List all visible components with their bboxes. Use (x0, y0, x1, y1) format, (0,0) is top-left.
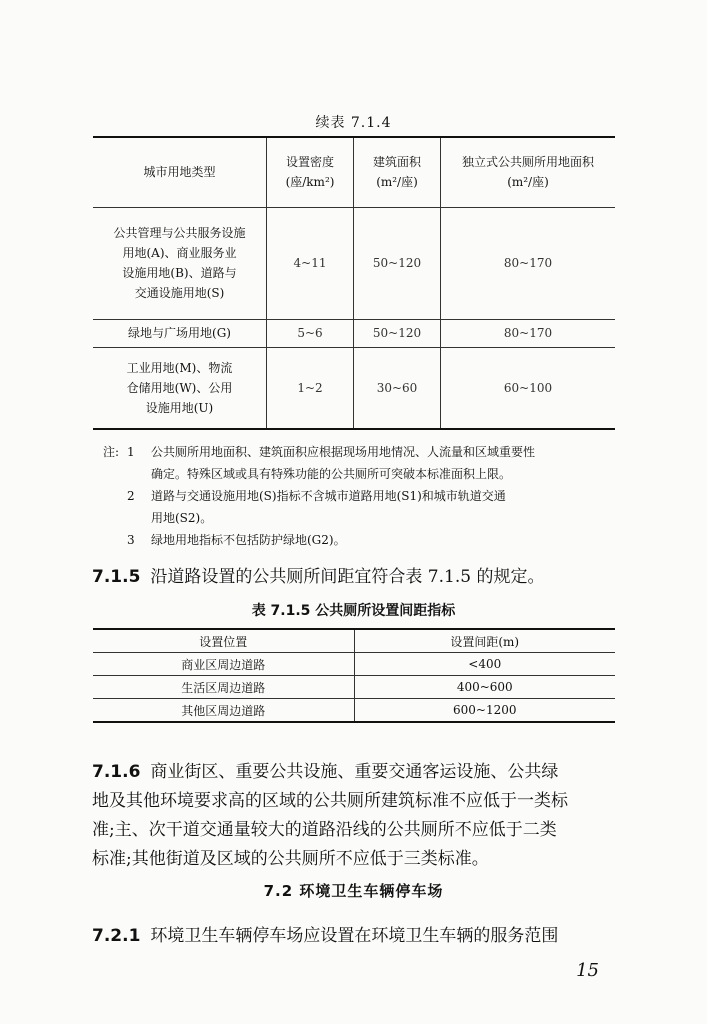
cell-location: 商业区周边道路 (93, 653, 354, 676)
table-row (93, 653, 615, 676)
table-header-row (93, 629, 615, 653)
table-row (93, 347, 615, 429)
table-7-1-4 (93, 136, 615, 430)
table-7-1-5-caption: 表 7.1.5 公共厕所设置间距指标 (251, 603, 456, 619)
notes-label: 注: (103, 445, 120, 459)
header-land-type: 城市用地类型 (93, 137, 267, 207)
note-item (103, 529, 618, 551)
clause-text: 环境卫生车辆停车场应设置在环境卫生车辆的服务范围 (150, 926, 559, 946)
table-header-row (93, 137, 615, 207)
cell-location: 生活区周边道路 (93, 676, 354, 699)
table-row (93, 207, 615, 319)
cell-land-type: 工业用地(M)、物流 仓储用地(W)、公用 设施用地(U) (93, 347, 267, 429)
note-number: 2 (127, 489, 135, 503)
clause-text: 沿道路设置的公共厕所间距宜符合表 7.1.5 的规定。 (150, 567, 545, 587)
clause-line: 标准;其他街道及区域的公共厕所不应低于三类标准。 (92, 849, 489, 869)
header-spacing: 设置间距(m) (354, 629, 615, 653)
section-heading-7-2: 7.2 环境卫生车辆停车场 (263, 882, 444, 900)
cell-spacing: <400 (354, 653, 615, 676)
note-item (103, 485, 618, 529)
clause-7-1-6 (92, 758, 617, 874)
note-number: 1 (127, 445, 135, 459)
cell-density: 1~2 (267, 347, 354, 429)
table-7-1-5 (93, 628, 615, 723)
table-row (93, 699, 615, 723)
cell-land-type: 公共管理与公共服务设施 用地(A)、商业服务业 设施用地(B)、道路与 交通设施用地(S) (93, 207, 267, 319)
clause-7-1-5 (92, 563, 617, 592)
cell-land-type: 绿地与广场用地(G) (93, 319, 267, 347)
cell-building-area: 50~120 (354, 207, 441, 319)
clause-number: 7.2.1 (92, 926, 141, 946)
cell-spacing: 600~1200 (354, 699, 615, 723)
clause-line: 准;主、次干道交通量较大的道路沿线的公共厕所不应低于二类 (92, 820, 557, 840)
note-text: 绿地用地指标不包括防护绿地(G2)。 (151, 533, 346, 547)
header-location: 设置位置 (93, 629, 354, 653)
cell-location: 其他区周边道路 (93, 699, 354, 723)
clause-number: 7.1.5 (92, 567, 141, 587)
header-building-area: 建筑面积 (m²/座) (354, 137, 441, 207)
cell-spacing: 400~600 (354, 676, 615, 699)
clause-7-2-1 (92, 922, 617, 951)
table-7-1-4-continued-caption: 续表 7.1.4 (315, 115, 392, 131)
table-row (93, 676, 615, 699)
cell-land-area: 60~100 (441, 347, 616, 429)
header-density: 设置密度 (座/km²) (267, 137, 354, 207)
cell-building-area: 30~60 (354, 347, 441, 429)
cell-density: 5~6 (267, 319, 354, 347)
cell-density: 4~11 (267, 207, 354, 319)
cell-land-area: 80~170 (441, 319, 616, 347)
table-row (93, 319, 615, 347)
note-item (103, 441, 618, 485)
header-land-area: 独立式公共厕所用地面积 (m²/座) (441, 137, 616, 207)
note-text: 道路与交通设施用地(S)指标不含城市道路用地(S1)和城市轨道交通 用地(S2)。 (151, 489, 506, 525)
table-notes (103, 441, 618, 551)
cell-building-area: 50~120 (354, 319, 441, 347)
note-number: 3 (127, 533, 135, 547)
clause-line: 地及其他环境要求高的区域的公共厕所建筑标准不应低于一类标 (92, 791, 568, 811)
clause-number: 7.1.6 (92, 762, 141, 782)
note-text: 公共厕所用地面积、建筑面积应根据现场用地情况、人流量和区域重要性 确定。特殊区域或具有特殊功能的公共厕所可突破本标准面积上限。 (151, 445, 536, 481)
page-number: 15 (576, 960, 599, 981)
cell-land-area: 80~170 (441, 207, 616, 319)
clause-line: 商业街区、重要公共设施、重要交通客运设施、公共绿 (150, 762, 559, 782)
